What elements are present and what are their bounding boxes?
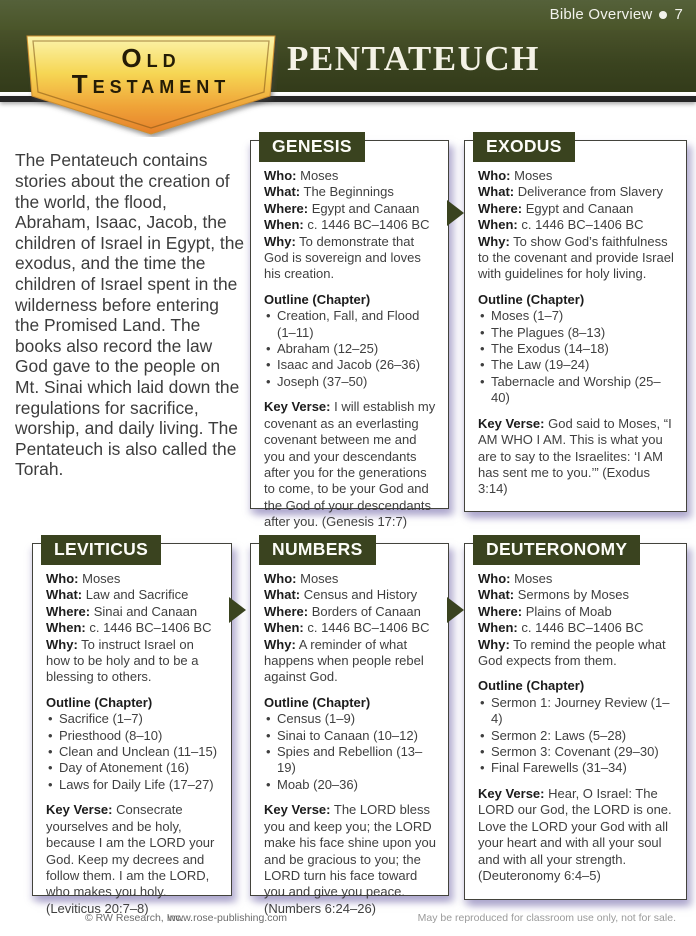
when-value: c. 1446 BC–1406 BC bbox=[307, 217, 430, 233]
key-verse-label: Key Verse: bbox=[478, 785, 545, 801]
where-value: Egypt and Canaan bbox=[311, 200, 420, 216]
when-field bbox=[264, 217, 436, 233]
bullet-dot-icon bbox=[659, 11, 667, 19]
outline-item: • Moab (20–36) bbox=[264, 777, 436, 793]
where-field bbox=[264, 604, 436, 620]
when-field bbox=[478, 217, 674, 233]
key-verse-label: Key Verse: bbox=[264, 802, 331, 818]
when-value: c. 1446 BC–1406 BC bbox=[89, 620, 212, 636]
who-value: Moses bbox=[300, 168, 339, 183]
exodus-body bbox=[465, 141, 686, 506]
outline-item: • The Plagues (8–13) bbox=[478, 325, 674, 341]
who-label: Who: bbox=[264, 168, 297, 183]
when-field bbox=[478, 620, 674, 636]
when-value: c. 1446 BC–1406 BC bbox=[521, 620, 644, 636]
what-label: What: bbox=[264, 587, 301, 603]
key-verse-label: Key Verse: bbox=[46, 802, 113, 818]
what-value: Census and History bbox=[303, 587, 418, 603]
footer-website: www.rose-publishing.com bbox=[168, 912, 288, 924]
where-value: Egypt and Canaan bbox=[525, 200, 634, 216]
where-label: Where: bbox=[46, 603, 91, 619]
who-value: Moses bbox=[82, 571, 121, 586]
outline-list bbox=[46, 711, 219, 793]
footer bbox=[0, 908, 696, 928]
where-label: Where: bbox=[478, 200, 523, 216]
outline-item: • The Exodus (14–18) bbox=[478, 341, 674, 357]
why-value: A reminder of what happens when people rebel against God. bbox=[264, 636, 424, 685]
outline-list bbox=[478, 308, 674, 406]
what-field bbox=[264, 184, 436, 200]
outline-item: • Creation, Fall, and Flood (1–11) bbox=[264, 308, 436, 341]
what-value: Law and Sacrifice bbox=[85, 587, 189, 603]
footer-copyright: © RW Research, Inc. bbox=[85, 912, 184, 924]
exodus-title: EXODUS bbox=[473, 132, 575, 162]
outline-item: • Laws for Daily Life (17–27) bbox=[46, 777, 219, 793]
intro-paragraph: The Pentateuch contains stories about the creation of the world, the flood, Abraham, Isaac, Jacob, the children of Israel in Egypt, the exodus, and the time the children of Israel spent in the wilderness before entering the Promised Land. The books also record the law God gave to the people on Mt. Sinai which laid down the regulations for sacrifice, worship, and daily living. The Pentateuch is also called the Torah. bbox=[15, 150, 245, 480]
when-field bbox=[46, 620, 219, 636]
who-label: Who: bbox=[478, 168, 511, 183]
what-value: Deliverance from Slavery bbox=[517, 184, 663, 200]
badge-line-2: Testament bbox=[71, 69, 231, 99]
key-verse bbox=[264, 802, 436, 917]
who-value: Moses bbox=[514, 168, 553, 183]
when-label: When: bbox=[46, 620, 86, 636]
where-field bbox=[478, 201, 674, 217]
outline-item: • Sermon 2: Laws (5–28) bbox=[478, 728, 674, 744]
what-value: The Beginnings bbox=[303, 184, 394, 200]
flow-arrow-icon bbox=[229, 597, 246, 623]
what-field bbox=[478, 587, 674, 603]
where-label: Where: bbox=[264, 200, 309, 216]
when-label: When: bbox=[264, 217, 304, 233]
outline-item: • Sinai to Canaan (10–12) bbox=[264, 728, 436, 744]
why-field bbox=[264, 234, 436, 283]
key-verse-text: Consecrate yourselves and be holy, because I am the LORD your God. Keep my decrees and follow them. I am the LORD, who makes you holy. (Leviticus 20:7–8) bbox=[46, 802, 215, 916]
key-verse-text: Hear, O Israel: The LORD our God, the LORD is one. Love the LORD your God with all your heart and with all your soul and with all your strength. (Deuteronomy 6:4–5) bbox=[478, 785, 672, 883]
outline-item: • Final Farewells (31–34) bbox=[478, 760, 674, 776]
why-value: To demonstrate that God is sovereign and loves his creation. bbox=[264, 233, 421, 282]
key-verse-text: I will establish my covenant as an everlasting covenant between me and you and your descendants after you for the generations to come, to be your God and the God of your descendants after you. (Genesis 17:7) bbox=[264, 399, 436, 530]
outline-item: • Priesthood (8–10) bbox=[46, 728, 219, 744]
where-value: Sinai and Canaan bbox=[93, 603, 198, 619]
page-number: 7 bbox=[674, 6, 683, 23]
deuteronomy-title: DEUTERONOMY bbox=[473, 535, 640, 565]
leviticus-title: LEVITICUS bbox=[41, 535, 161, 565]
who-field bbox=[264, 571, 436, 587]
outline-item: • Clean and Unclean (11–15) bbox=[46, 744, 219, 760]
who-field bbox=[478, 571, 674, 587]
footer-notice: May be reproduced for classroom use only, not for sale. bbox=[417, 912, 676, 924]
who-field bbox=[264, 168, 436, 184]
when-value: c. 1446 BC–1406 BC bbox=[307, 620, 430, 636]
when-field bbox=[264, 620, 436, 636]
page-title: PENTATEUCH bbox=[287, 39, 540, 78]
when-value: c. 1446 BC–1406 BC bbox=[521, 217, 644, 233]
why-label: Why: bbox=[264, 636, 296, 652]
outline-item: • Spies and Rebellion (13–19) bbox=[264, 744, 436, 777]
who-label: Who: bbox=[264, 571, 297, 586]
outline-item: • Sermon 3: Covenant (29–30) bbox=[478, 744, 674, 760]
why-field bbox=[264, 637, 436, 686]
outline-item: • Sermon 1: Journey Review (1–4) bbox=[478, 695, 674, 728]
why-field bbox=[46, 637, 219, 686]
flow-arrow-icon bbox=[447, 200, 464, 226]
outline-heading: Outline (Chapter) bbox=[478, 678, 585, 694]
when-label: When: bbox=[478, 620, 518, 636]
key-verse bbox=[264, 399, 436, 530]
where-field bbox=[478, 604, 674, 620]
numbers-body bbox=[251, 544, 448, 925]
deuteronomy-card bbox=[464, 539, 687, 900]
outline-heading: Outline (Chapter) bbox=[264, 694, 371, 710]
outline-heading: Outline (Chapter) bbox=[264, 291, 371, 307]
key-verse-label: Key Verse: bbox=[264, 399, 331, 415]
outline-item: • Tabernacle and Worship (25–40) bbox=[478, 374, 674, 407]
key-verse bbox=[478, 786, 674, 884]
key-verse-label: Key Verse: bbox=[478, 415, 545, 431]
outline-item: • Joseph (37–50) bbox=[264, 374, 436, 390]
leviticus-body bbox=[33, 544, 231, 925]
why-value: To remind the people what God expects from them. bbox=[478, 636, 666, 669]
what-field bbox=[264, 587, 436, 603]
numbers-card bbox=[250, 539, 449, 916]
what-value: Sermons by Moses bbox=[517, 587, 629, 603]
why-value: To show God’s faithfulness to the covenant and provide Israel with guidelines for holy living. bbox=[478, 233, 674, 282]
key-verse bbox=[46, 802, 219, 917]
why-label: Why: bbox=[264, 233, 296, 249]
who-value: Moses bbox=[514, 571, 553, 586]
top-bar bbox=[0, 0, 696, 30]
when-label: When: bbox=[264, 620, 304, 636]
key-verse bbox=[478, 416, 674, 498]
why-field bbox=[478, 637, 674, 670]
outline-item: • Census (1–9) bbox=[264, 711, 436, 727]
outline-item: • Abraham (12–25) bbox=[264, 341, 436, 357]
header-label: Bible Overview bbox=[549, 6, 653, 23]
exodus-card bbox=[464, 136, 687, 512]
outline-list bbox=[264, 711, 436, 793]
outline-item: • Isaac and Jacob (26–36) bbox=[264, 357, 436, 373]
outline-item: • Sacrifice (1–7) bbox=[46, 711, 219, 727]
header-right bbox=[550, 6, 683, 23]
outline-item: • Moses (1–7) bbox=[478, 308, 674, 324]
where-value: Borders of Canaan bbox=[311, 603, 421, 619]
leviticus-card bbox=[32, 539, 232, 916]
outline-list bbox=[478, 695, 674, 777]
what-label: What: bbox=[264, 184, 301, 200]
numbers-title: NUMBERS bbox=[259, 535, 376, 565]
key-verse-text: God said to Moses, “I AM WHO I AM. This is what you are to say to the Israelites: ‘I AM has sent me to you.’” (Exodus 3:14) bbox=[478, 415, 672, 497]
why-label: Why: bbox=[478, 636, 510, 652]
who-field bbox=[46, 571, 219, 587]
what-field bbox=[46, 587, 219, 603]
who-value: Moses bbox=[300, 571, 339, 586]
where-value: Plains of Moab bbox=[525, 603, 612, 619]
why-label: Why: bbox=[46, 636, 78, 652]
flow-arrow-icon bbox=[447, 597, 464, 623]
genesis-card bbox=[250, 136, 449, 530]
badge-text bbox=[24, 45, 278, 97]
old-testament-badge bbox=[24, 35, 278, 137]
why-value: To instruct Israel on how to be holy and to be a blessing to others. bbox=[46, 636, 199, 685]
what-label: What: bbox=[478, 184, 515, 200]
key-verse-text: The LORD bless you and keep you; the LORD make his face shine upon you and be gracious to you; the LORD turn his face toward you and give you peace. (Numbers 6:24–26) bbox=[264, 802, 436, 916]
where-label: Where: bbox=[264, 603, 309, 619]
genesis-body bbox=[251, 141, 448, 539]
when-label: When: bbox=[478, 217, 518, 233]
where-field bbox=[264, 201, 436, 217]
badge-line-1: Old bbox=[121, 43, 181, 73]
outline-item: • The Law (19–24) bbox=[478, 357, 674, 373]
deuteronomy-body bbox=[465, 544, 686, 892]
outline-heading: Outline (Chapter) bbox=[46, 694, 153, 710]
who-field bbox=[478, 168, 674, 184]
outline-heading: Outline (Chapter) bbox=[478, 291, 585, 307]
why-field bbox=[478, 234, 674, 283]
why-label: Why: bbox=[478, 233, 510, 249]
genesis-title: GENESIS bbox=[259, 132, 365, 162]
who-label: Who: bbox=[46, 571, 79, 586]
what-label: What: bbox=[46, 587, 83, 603]
outline-item: • Day of Atonement (16) bbox=[46, 760, 219, 776]
what-label: What: bbox=[478, 587, 515, 603]
who-label: Who: bbox=[478, 571, 511, 586]
where-label: Where: bbox=[478, 603, 523, 619]
what-field bbox=[478, 184, 674, 200]
outline-list bbox=[264, 308, 436, 390]
where-field bbox=[46, 604, 219, 620]
